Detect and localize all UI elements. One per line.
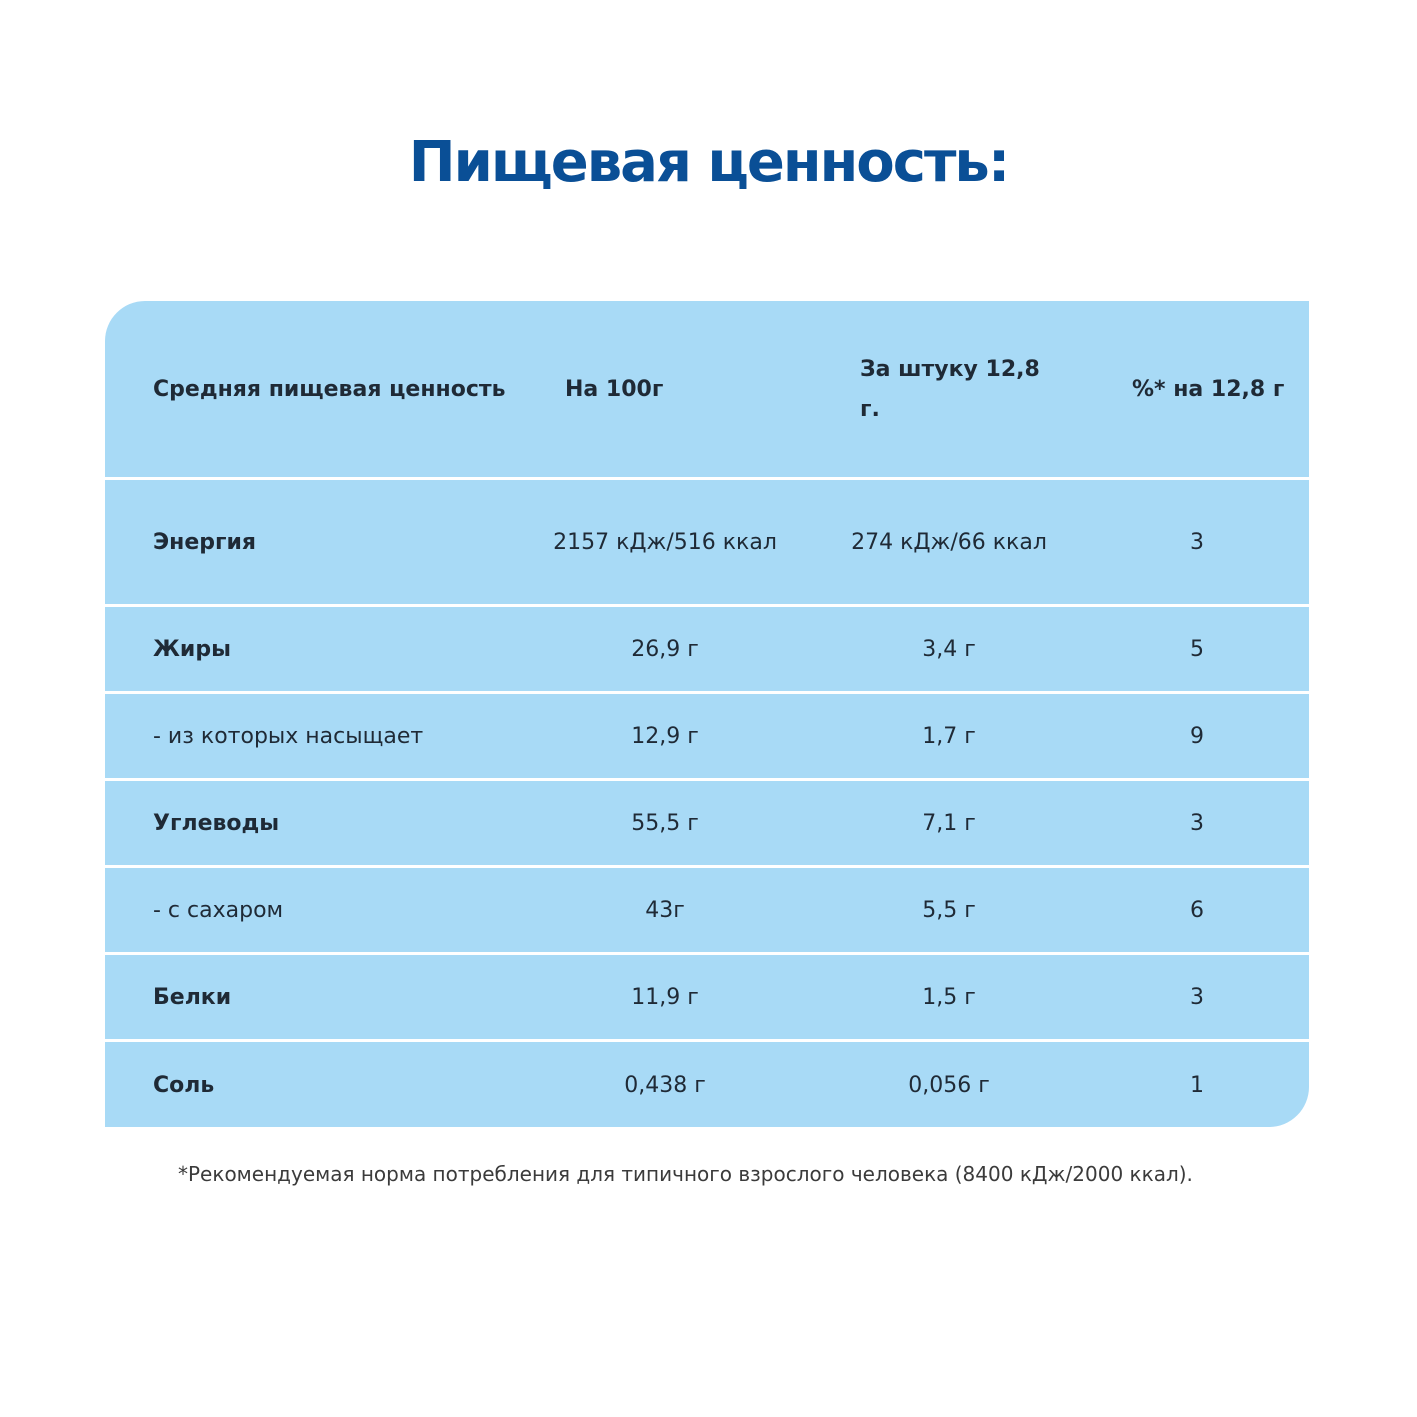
row-name: Соль [153,1073,215,1098]
row-per-100g: 2157 кДж/516 ккал [553,530,777,555]
table-row-protein [105,952,1309,1040]
row-per-100g: 43г [645,897,685,923]
page-title: Пищевая ценность: [408,130,1009,195]
row-per-piece: 1,5 г [922,984,976,1010]
table-header-row [105,301,1309,478]
header-per-100g: На 100г [565,376,664,402]
row-per-100g: 12,9 г [631,723,699,749]
row-per-piece: 274 кДж/66 ккал [851,530,1047,555]
row-percent: 3 [1190,530,1204,555]
row-per-100g: 55,5 г [631,810,699,836]
table-row-fats [105,604,1309,692]
row-percent: 3 [1190,810,1204,836]
row-percent: 9 [1190,723,1204,749]
nutrition-table [105,301,1309,1127]
table-row-sugar [105,865,1309,953]
row-per-100g: 0,438 г [624,1073,706,1098]
row-name: - из которых насыщает [153,723,424,749]
table-row-carbs [105,778,1309,866]
row-name: Углеводы [153,810,280,836]
header-nutrient: Средняя пищевая ценность [153,376,506,402]
header-percent: %* на 12,8 г [1132,376,1285,402]
row-name: Энергия [153,530,257,555]
table-row-salt [105,1039,1309,1127]
row-percent: 1 [1190,1073,1204,1098]
row-per-100g: 26,9 г [631,636,699,662]
row-name: - с сахаром [153,897,284,923]
row-per-piece: 0,056 г [908,1073,990,1098]
row-per-piece: 5,5 г [922,897,976,923]
table-row-energy [105,477,1309,606]
row-per-piece: 7,1 г [922,810,976,836]
table-row-saturated [105,691,1309,779]
row-percent: 6 [1190,897,1204,923]
row-name: Белки [153,984,232,1010]
row-per-100g: 11,9 г [631,984,699,1010]
row-per-piece: 3,4 г [922,636,976,662]
row-name: Жиры [153,636,231,662]
header-per-piece: За штуку 12,8 г. [860,356,1040,422]
row-percent: 5 [1190,636,1204,662]
row-per-piece: 1,7 г [922,723,976,749]
footnote: *Рекомендуемая норма потребления для типичного взрослого человека (8400 кДж/2000 ккал). [178,1162,1193,1186]
row-percent: 3 [1190,984,1204,1010]
